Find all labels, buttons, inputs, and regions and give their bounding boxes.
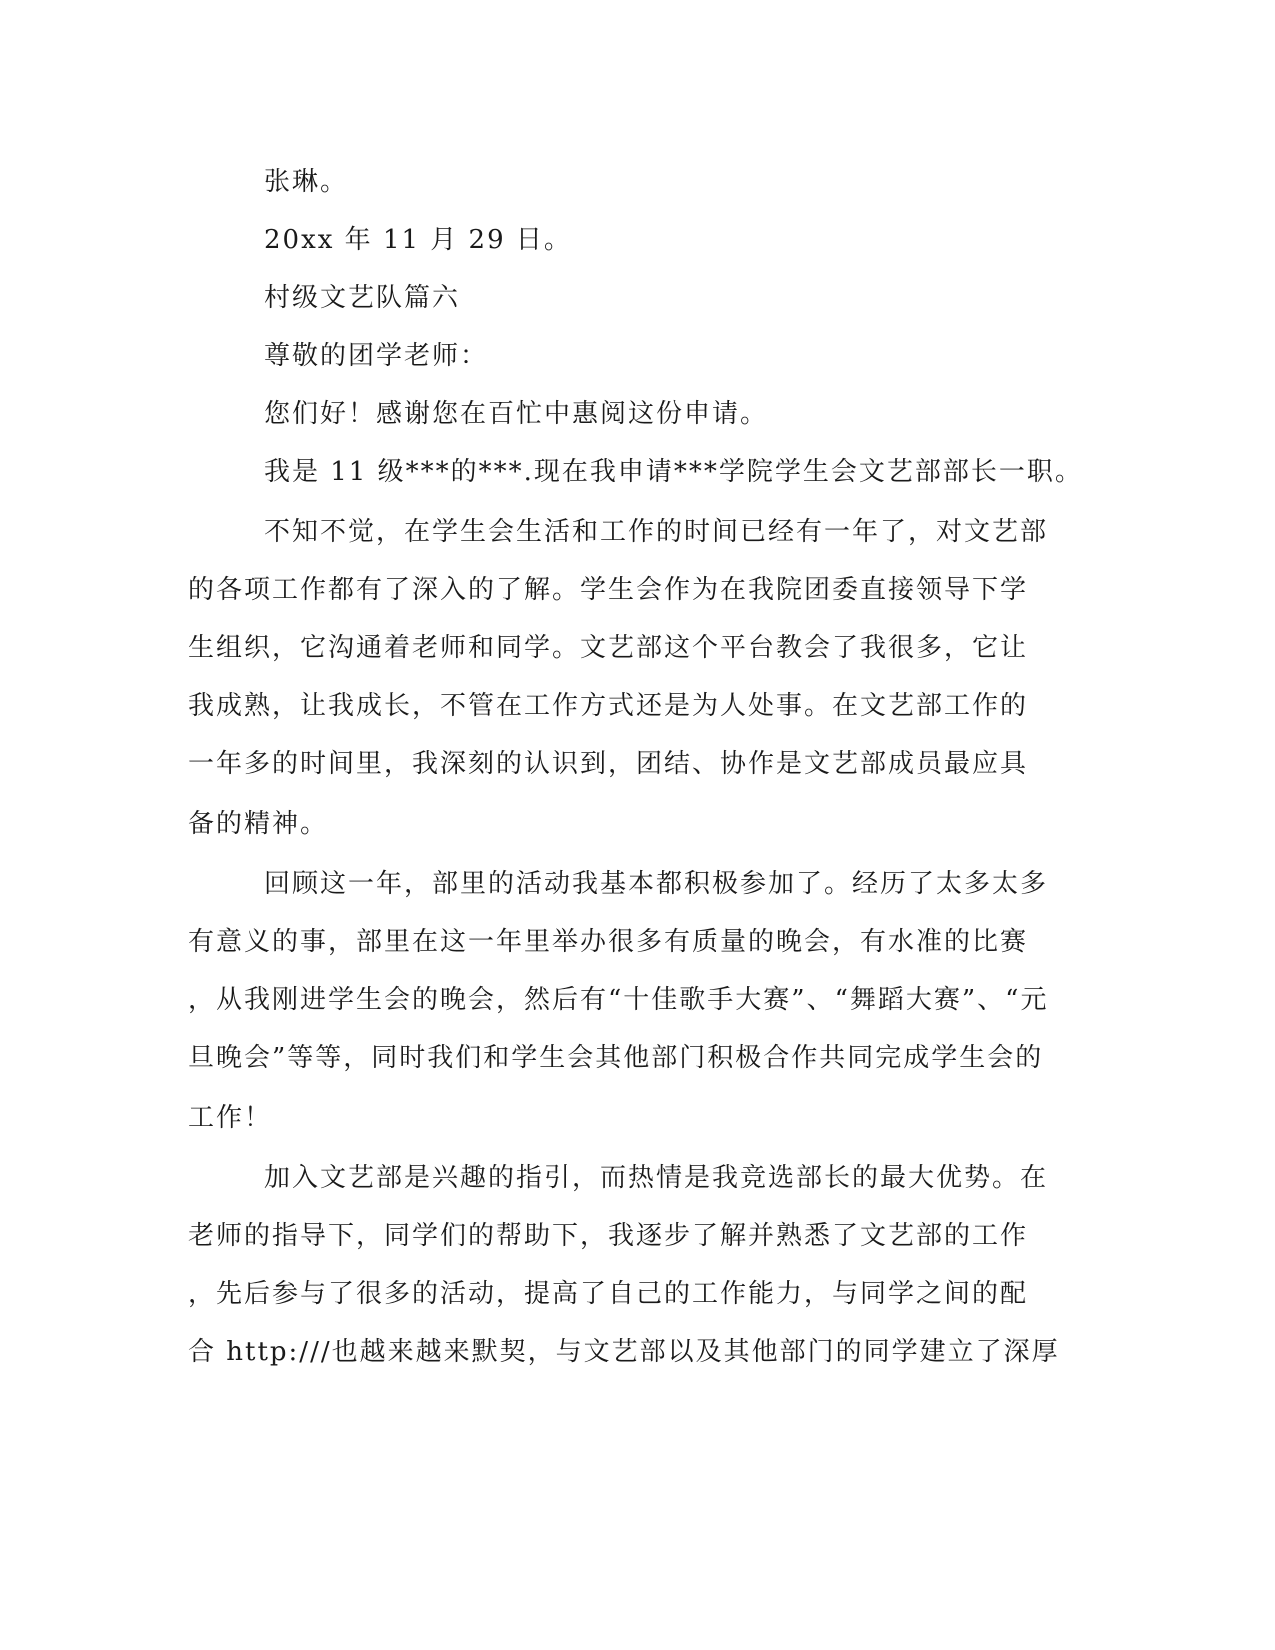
paragraph-1-line-4: 我成熟，让我成长，不管在工作方式还是为人处事。在文艺部工作的 [188, 691, 1029, 721]
paragraph-1-line-1: 不知不觉，在学生会生活和工作的时间已经有一年了，对文艺部 [264, 517, 1049, 547]
paragraph-3-line-4: 合 http:///也越来越来默契，与文艺部以及其他部门的同学建立了深厚 [188, 1337, 1060, 1367]
paragraph-3-line-3: ，先后参与了很多的活动，提高了自己的工作能力，与同学之间的配 [188, 1279, 1029, 1309]
paragraph-2-line-5: 工作！ [188, 1103, 273, 1133]
salutation: 尊敬的团学老师： [264, 341, 489, 371]
paragraph-2-line-2: 有意义的事，部里在这一年里举办很多有质量的晚会，有水准的比赛 [188, 927, 1029, 957]
signature-name: 张琳。 [264, 167, 349, 197]
paragraph-1-line-5: 一年多的时间里，我深刻的认识到，团结、协作是文艺部成员最应具 [188, 749, 1029, 779]
signature-date: 20xx 年 11 月 29 日。 [264, 225, 572, 255]
greeting-line: 您们好！感谢您在百忙中惠阅这份申请。 [264, 399, 769, 429]
paragraph-2-line-1: 回顾这一年，部里的活动我基本都积极参加了。经历了太多太多 [264, 869, 1049, 899]
paragraph-1-line-2: 的各项工作都有了深入的了解。学生会作为在我院团委直接领导下学 [188, 575, 1029, 605]
paragraph-2-line-4: 旦晚会”等等，同时我们和学生会其他部门积极合作共同完成学生会的 [188, 1043, 1044, 1073]
paragraph-3-line-1: 加入文艺部是兴趣的指引，而热情是我竞选部长的最大优势。在 [264, 1163, 1049, 1193]
paragraph-2-line-3: ，从我刚进学生会的晚会，然后有“十佳歌手大赛”、“舞蹈大赛”、“元 [188, 985, 1049, 1015]
paragraph-3-line-2: 老师的指导下，同学们的帮助下，我逐步了解并熟悉了文艺部的工作 [188, 1221, 1029, 1251]
intro-line: 我是 11 级***的***.现在我申请***学院学生会文艺部部长一职。 [264, 457, 1083, 487]
paragraph-1-line-3: 生组织，它沟通着老师和同学。文艺部这个平台教会了我很多，它让 [188, 633, 1029, 663]
section-title: 村级文艺队篇六 [264, 283, 461, 313]
paragraph-1-line-6: 备的精神。 [188, 809, 329, 839]
